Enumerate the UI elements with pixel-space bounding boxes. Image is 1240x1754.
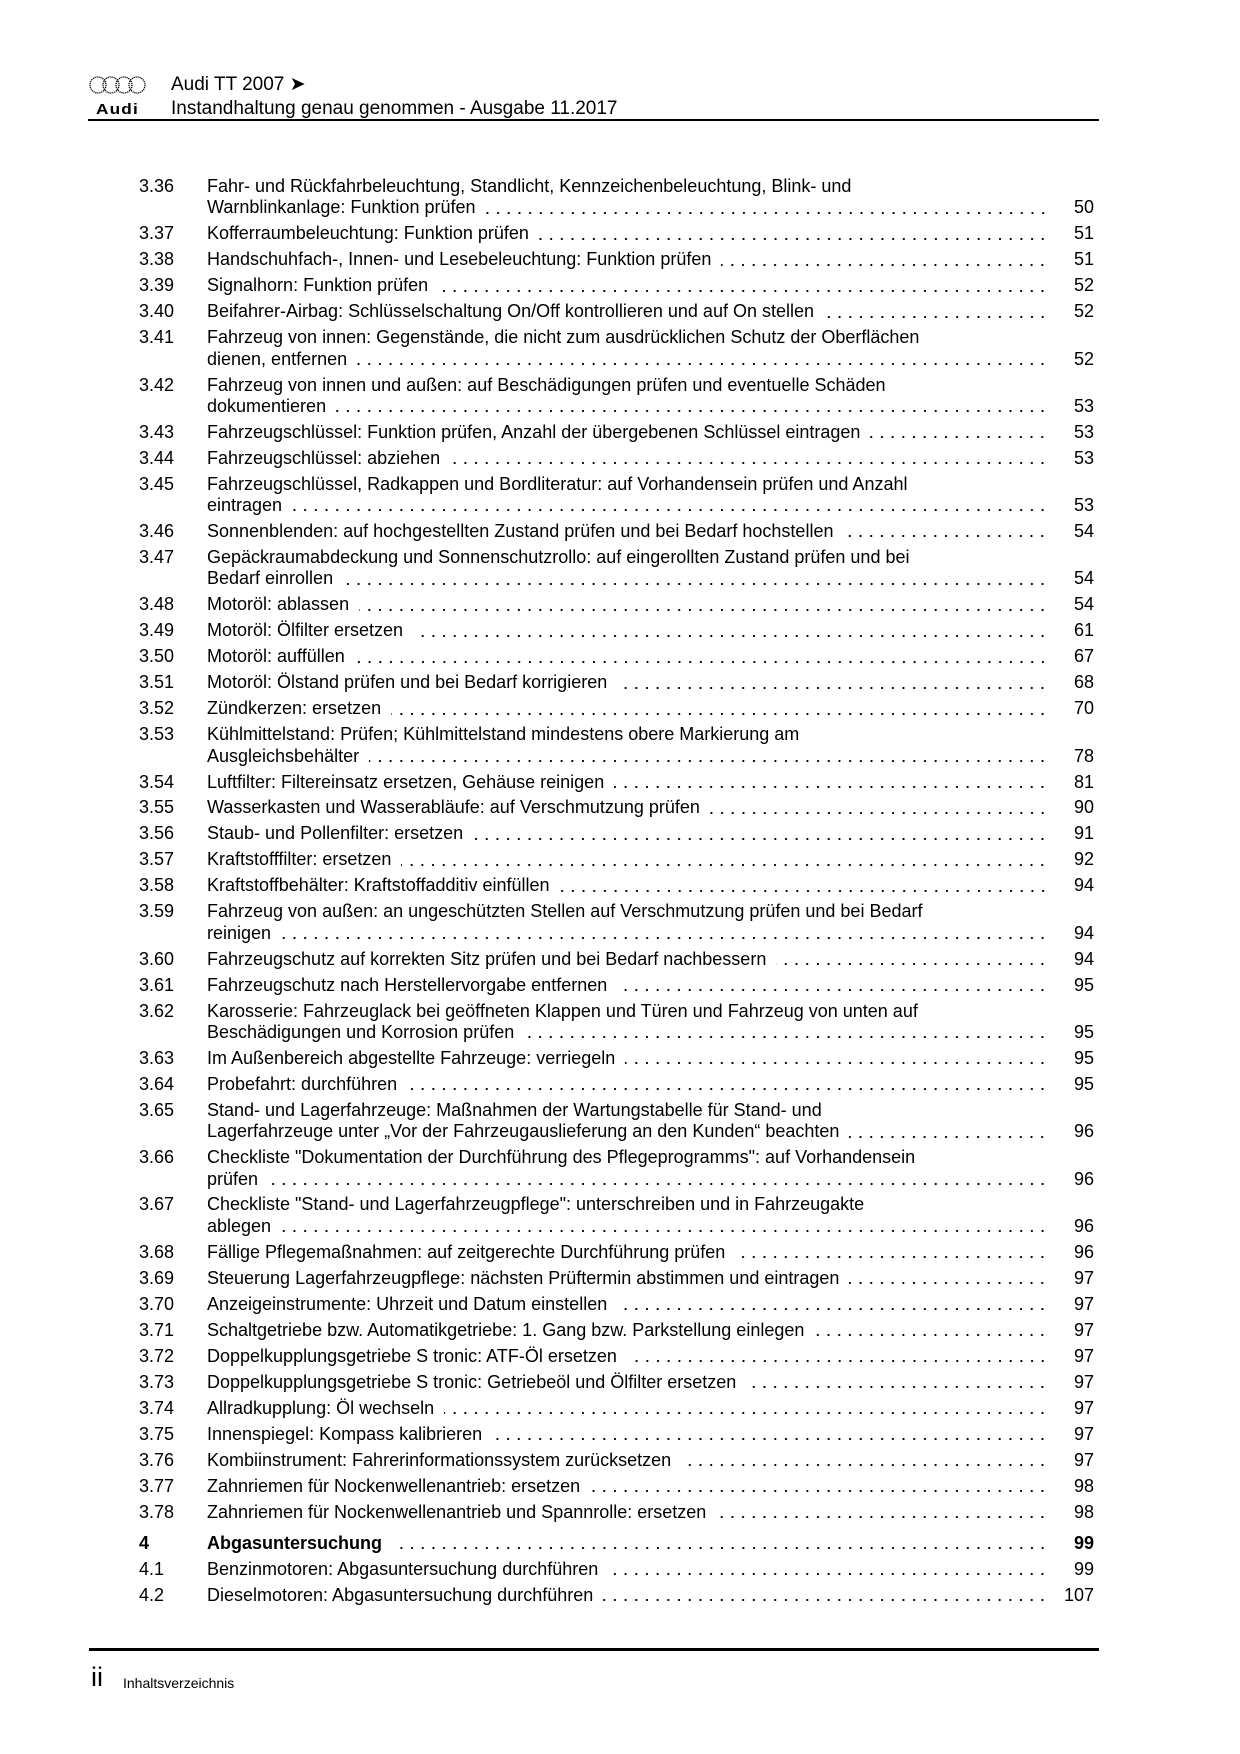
toc-entry-number: 3.74 [139,1397,175,1418]
page-number: ii [91,1662,103,1692]
toc-entry-number: 3.63 [139,1047,175,1068]
toc-entry-number: 3.41 [139,327,175,348]
toc-entry-title: Schaltgetriebe bzw. Automatikgetriebe: 1. Gang bzw. Parkstellung einlegen [207,1319,805,1340]
toc-entry-title: Kraftstofffilter: ersetzen [207,849,392,870]
toc-entry-number: 3.62 [139,1000,175,1021]
toc-entry-page: 51 [1073,223,1094,244]
dot-leader [870,427,1048,439]
toc-entry[interactable] [0,1585,1240,1606]
toc-entry-number: 3.58 [139,875,175,896]
dot-leader [486,203,1049,215]
toc-entry-title: Zahnriemen für Nockenwellenantrieb: ersetzen [207,1475,581,1496]
toc-entry-page: 78 [1073,745,1094,766]
toc-entry[interactable] [0,901,1240,944]
toc-entry-title: Luftfilter: Filtereinsatz ersetzen, Gehäuse reinigen [207,771,605,792]
toc-entry[interactable] [0,375,1240,418]
toc-entry[interactable] [0,797,1240,818]
dot-leader [292,500,1048,512]
toc-entry-page: 53 [1073,447,1094,468]
toc-entry-page: 54 [1073,568,1094,589]
dot-leader [746,1377,1048,1389]
toc-entry[interactable] [0,1346,1240,1367]
toc-entry-title: Fahrzeug von innen und außen: auf Beschädigungen prüfen und eventuelle Schäden [207,374,886,395]
dot-leader [392,1538,1048,1550]
toc-entry-number: 3.56 [139,823,175,844]
toc-entry[interactable] [0,1268,1240,1289]
toc-entry-title: Wasserkasten und Wasserabläufe: auf Verschmutzung prüfen [207,797,700,818]
toc-entry-title: Allradkupplung: Öl wechseln [207,1397,435,1418]
toc-entry[interactable] [0,521,1240,542]
toc-entry-number: 3.53 [139,724,175,745]
toc-entry-title: dienen, entfernen [207,348,348,369]
toc-entry-page: 96 [1073,1121,1094,1142]
toc-entry-title: Fällige Pflegemaßnahmen: auf zeitgerechte Durchführung prüfen [207,1241,726,1262]
toc-entry-title: Karosserie: Fahrzeuglack bei geöffneten Klappen und Türen und Fahrzeug von unten auf [207,1000,918,1021]
dot-leader [617,1299,1048,1311]
toc-entry-number: 3.42 [139,374,175,395]
dot-leader [444,1403,1048,1415]
toc-entry-page: 67 [1073,646,1094,667]
dot-leader [603,1590,1048,1602]
toc-entry-page: 70 [1073,698,1094,719]
dot-leader [614,777,1048,789]
toc-entry-title: Dieselmotoren: Abgasuntersuchung durchführen [207,1584,594,1605]
toc-entry-title: Ausgleichsbehälter [207,745,360,766]
toc-entry-number: 3.59 [139,901,175,922]
toc-entry-title: Probefahrt: durchführen [207,1073,398,1094]
toc-entry-page: 95 [1073,1073,1094,1094]
toc-entry[interactable] [0,772,1240,793]
toc-entry-title: Kombiinstrument: Fahrerinformationssystem zurücksetzen [207,1449,672,1470]
toc-entry[interactable] [0,1294,1240,1315]
toc-entry-number: 3.73 [139,1371,175,1392]
toc-entry-page: 54 [1073,594,1094,615]
toc-entry-number: 3.47 [139,547,175,568]
toc-entry-page: 97 [1073,1397,1094,1418]
toc-entry[interactable] [0,547,1240,590]
dot-leader [625,1053,1048,1065]
toc-entry-page: 98 [1073,1475,1094,1496]
toc-entry[interactable] [0,1476,1240,1497]
toc-entry[interactable] [0,823,1240,844]
toc-entry[interactable] [0,1147,1240,1190]
toc-entry-title: reinigen [207,922,272,943]
toc-entry-page: 90 [1073,797,1094,818]
audi-rings-logo [89,75,149,95]
dot-leader [590,1481,1048,1493]
toc-entry[interactable] [0,949,1240,970]
toc-entry-number: 3.72 [139,1345,175,1366]
toc-entry-title: Fahrzeugschlüssel: Funktion prüfen, Anzahl der übergebenen Schlüssel eintragen [207,421,861,442]
toc-entry-page: 53 [1073,421,1094,442]
toc-entry-page: 94 [1073,922,1094,943]
toc-entry-title: Anzeigeinstrumente: Uhrzeit und Datum einstellen [207,1293,608,1314]
toc-entry-title: Fahrzeugschutz nach Herstellervorgabe entfernen [207,974,608,995]
toc-entry-page: 98 [1073,1501,1094,1522]
toc-entry-title: Stand- und Lagerfahrzeuge: Maßnahmen der Wartungstabelle für Stand- und [207,1099,822,1120]
toc-entry-title: Checkliste "Dokumentation der Durchführung des Pflegeprogramms": auf Vorhandensein [207,1147,916,1168]
toc-entry-page: 68 [1073,672,1094,693]
toc-entry-title: Lagerfahrzeuge unter „Vor der Fahrzeugauslieferung an den Kunden“ beachten [207,1121,840,1142]
toc-entry-title: Kofferraumbeleuchtung: Funktion prüfen [207,223,529,244]
toc-entry-title: prüfen [207,1168,259,1189]
toc-entry-title: Motoröl: ablassen [207,594,350,615]
toc-entry-page: 94 [1073,948,1094,969]
dot-leader [560,881,1048,893]
dot-leader [627,1351,1048,1363]
audi-wordmark: Audi [96,101,139,118]
toc-entry-page: 52 [1073,275,1094,296]
toc-entry-title: Im Außenbereich abgestellte Fahrzeuge: verriegeln [207,1047,616,1068]
dot-leader [843,526,1048,538]
toc-entry[interactable] [0,594,1240,615]
dot-leader [357,354,1048,366]
toc-entry-number: 3.78 [139,1501,175,1522]
toc-entry-page: 97 [1073,1345,1094,1366]
toc-entry-title: Motoröl: Ölfilter ersetzen [207,620,404,641]
toc-entry-page: 52 [1073,301,1094,322]
toc-entry-number: 3.54 [139,771,175,792]
dot-leader [824,307,1048,319]
toc-entry-page: 96 [1073,1168,1094,1189]
toc-entry[interactable] [0,275,1240,296]
toc-entry[interactable] [0,249,1240,270]
toc-entry-title: eintragen [207,495,283,516]
toc-entry-number: 3.36 [139,176,175,196]
toc-entry-title: Benzinmotoren: Abgasuntersuchung durchführen [207,1558,599,1579]
toc-entry[interactable] [0,1048,1240,1069]
toc-entry-number: 3.45 [139,473,175,494]
toc-entry-page: 52 [1073,348,1094,369]
dot-leader [710,803,1048,815]
toc-entry-number: 3.68 [139,1241,175,1262]
toc-entry-page: 95 [1073,1047,1094,1068]
toc-entry-page: 94 [1073,875,1094,896]
toc-entry-number: 3.76 [139,1449,175,1470]
toc-entry-page: 96 [1073,1241,1094,1262]
dot-leader [539,229,1048,241]
toc-entry-page: 97 [1073,1371,1094,1392]
toc-entry-title: ablegen [207,1215,272,1236]
toc-entry-page: 97 [1073,1449,1094,1470]
toc-entry[interactable] [0,1242,1240,1263]
dot-leader [492,1429,1048,1441]
toc-entry-page: 92 [1073,849,1094,870]
toc-entry-title: Warnblinkanlage: Funktion prüfen [207,197,476,218]
toc-entry-title: Bedarf einrollen [207,568,334,589]
toc-entry[interactable] [0,327,1240,370]
dot-leader [776,954,1048,966]
toc-entry-number: 4.1 [139,1558,165,1579]
toc-entry-title: Steuerung Lagerfahrzeugpflege: nächsten Prüftermin abstimmen und eintragen [207,1267,840,1288]
toc-entry[interactable] [0,698,1240,719]
dot-leader [369,751,1048,763]
toc-entry[interactable] [0,1424,1240,1445]
toc-entry-title: Doppelkupplungsgetriebe S tronic: Getriebeöl und Ölfilter ersetzen [207,1371,737,1392]
toc-entry-page: 91 [1073,823,1094,844]
footer-section-title: Inhaltsverzeichnis [123,1675,235,1691]
toc-entry-number: 3.43 [139,421,175,442]
dot-leader [716,1507,1048,1519]
toc-entry[interactable] [0,1372,1240,1393]
toc-entry-title: Fahrzeugschlüssel, Radkappen und Bordliteratur: auf Vorhandensein prüfen und Anzahl [207,473,908,494]
dot-leader [413,626,1048,638]
toc-entry-page: 97 [1073,1423,1094,1444]
dot-leader [681,1455,1048,1467]
toc-entry[interactable] [0,1502,1240,1523]
toc-entry-title: Abgasuntersuchung [207,1532,383,1553]
dot-leader [735,1247,1048,1259]
toc-entry-number: 3.66 [139,1147,175,1168]
toc-entry[interactable] [0,1074,1240,1095]
toc-entry[interactable] [0,875,1240,896]
dot-leader [849,1273,1048,1285]
toc-entry[interactable] [0,1001,1240,1044]
toc-entry-page: 97 [1073,1319,1094,1340]
toc-entry-title: Innenspiegel: Kompass kalibrieren [207,1423,483,1444]
toc-entry[interactable] [0,1398,1240,1419]
document-subtitle: Instandhaltung genau genommen - Ausgabe 11.2017 [171,98,618,119]
footer-divider [89,1648,1099,1651]
dot-leader [336,401,1048,413]
toc-entry-title: Beschädigungen und Korrosion prüfen [207,1021,515,1042]
document-title: Audi TT 2007 ➤ [171,74,306,95]
toc-entry[interactable] [0,1450,1240,1471]
toc-entry-title: Zündkerzen: ersetzen [207,698,382,719]
toc-entry-number: 3.38 [139,249,175,270]
toc-entry[interactable] [0,620,1240,641]
toc-entry-number: 3.77 [139,1475,175,1496]
toc-entry-title: Handschuhfach-, Innen- und Lesebeleuchtung: Funktion prüfen [207,249,712,270]
toc-entry-page: 54 [1073,521,1094,542]
toc-entry-title: Fahrzeug von außen: an ungeschützten Stellen auf Verschmutzung prüfen und bei Bedarf [207,901,923,922]
toc-entry-number: 3.75 [139,1423,175,1444]
dot-leader [355,652,1048,664]
toc-entry[interactable] [0,223,1240,244]
toc-entry-number: 3.37 [139,223,175,244]
toc-entry[interactable] [0,1194,1240,1237]
toc-entry-page: 96 [1073,1215,1094,1236]
dot-leader [438,281,1048,293]
dot-leader [721,255,1048,267]
toc-entry-title: Motoröl: Ölstand prüfen und bei Bedarf korrigieren [207,672,608,693]
dot-leader [473,829,1048,841]
toc-entry-title: Fahrzeugschlüssel: abziehen [207,447,441,468]
dot-leader [268,1174,1048,1186]
toc-entry-page: 61 [1073,620,1094,641]
toc-entry-page: 107 [1063,1584,1094,1605]
toc-entry-title: Sonnenblenden: auf hochgestellten Zustand prüfen und bei Bedarf hochstellen [207,521,834,542]
toc-entry-title: Signalhorn: Funktion prüfen [207,275,429,296]
dot-leader [524,1027,1048,1039]
toc-entry-number: 3.71 [139,1319,175,1340]
toc-entry-number: 3.49 [139,620,175,641]
toc-entry[interactable] [0,1559,1240,1580]
toc-entry[interactable] [0,646,1240,667]
toc-entry-number: 3.40 [139,301,175,322]
toc-entry[interactable] [0,1320,1240,1341]
toc-entry-page: 53 [1073,395,1094,416]
dot-leader [450,453,1048,465]
toc-entry-title: Motoröl: auffüllen [207,646,345,667]
dot-leader [281,1221,1048,1233]
toc-entry-number: 3.69 [139,1267,175,1288]
dot-leader [617,980,1048,992]
toc-entry-title: dokumentieren [207,395,327,416]
toc-entry-page: 97 [1073,1293,1094,1314]
toc-entry-title: Fahrzeug von innen: Gegenstände, die nicht zum ausdrücklichen Schutz der Oberflächen [207,327,920,348]
dot-leader [359,600,1048,612]
toc-entry-title: Staub- und Pollenfilter: ersetzen [207,823,464,844]
toc-entry-number: 3.48 [139,594,175,615]
toc-entry-number: 3.67 [139,1194,175,1215]
toc-entry-title: Gepäckraumabdeckung und Sonnenschutzrollo: auf eingerollten Zustand prüfen und bei [207,547,910,568]
dot-leader [849,1127,1048,1139]
toc-entry-page: 51 [1073,249,1094,270]
toc-entry-page: 95 [1073,974,1094,995]
toc-entry-number: 3.39 [139,275,175,296]
dot-leader [407,1079,1048,1091]
toc-entry-number: 3.65 [139,1099,175,1120]
toc-entry-page: 81 [1073,771,1094,792]
toc-chapter-entry[interactable] [0,1533,1240,1554]
toc-entry-number: 3.44 [139,447,175,468]
toc-entry[interactable] [0,474,1240,517]
toc-entry-number: 3.60 [139,948,175,969]
toc-entry[interactable] [0,422,1240,443]
toc-entry-page: 50 [1073,197,1094,218]
toc-entry-number: 4 [139,1532,150,1553]
toc-entry-title: Fahr- und Rückfahrbeleuchtung, Standlicht, Kennzeichenbeleuchtung, Blink- und [207,176,852,196]
toc-entry-title: Doppelkupplungsgetriebe S tronic: ATF-Öl ersetzen [207,1345,617,1366]
toc-entry-title: Fahrzeugschutz auf korrekten Sitz prüfen und bei Bedarf nachbessern [207,948,767,969]
toc-entry-page: 53 [1073,495,1094,516]
toc-entry[interactable] [0,448,1240,469]
table-of-contents [0,176,1240,1606]
toc-entry[interactable] [0,1100,1240,1143]
toc-entry-number: 3.70 [139,1293,175,1314]
header-divider [88,119,1099,121]
dot-leader [608,1564,1048,1576]
toc-entry-number: 3.50 [139,646,175,667]
toc-entry[interactable] [0,849,1240,870]
toc-entry-page: 99 [1073,1558,1094,1579]
toc-entry-number: 3.61 [139,974,175,995]
toc-entry-number: 4.2 [139,1584,165,1605]
dot-leader [814,1325,1048,1337]
toc-entry-number: 3.52 [139,698,175,719]
toc-entry-title: Checkliste "Stand- und Lagerfahrzeugpflege": unterschreiben und in Fahrzeugakte [207,1194,865,1215]
toc-entry-page: 99 [1073,1532,1094,1553]
toc-entry[interactable] [0,975,1240,996]
dot-leader [401,855,1048,867]
toc-entry-title: Zahnriemen für Nockenwellenantrieb und Spannrolle: ersetzen [207,1501,707,1522]
toc-entry[interactable] [0,724,1240,767]
toc-entry-number: 3.55 [139,797,175,818]
toc-entry-page: 97 [1073,1267,1094,1288]
toc-entry-number: 3.57 [139,849,175,870]
toc-entry-number: 3.46 [139,521,175,542]
toc-entry-number: 3.64 [139,1073,175,1094]
toc-entry-page: 95 [1073,1021,1094,1042]
toc-entry-number: 3.51 [139,672,175,693]
dot-leader [617,678,1048,690]
toc-entry[interactable] [0,672,1240,693]
dot-leader [391,704,1048,716]
toc-entry[interactable] [0,176,1240,219]
toc-entry[interactable] [0,301,1240,322]
dot-leader [281,928,1048,940]
toc-entry-title: Kühlmittelstand: Prüfen; Kühlmittelstand mindestens obere Markierung am [207,724,800,745]
toc-entry-title: Beifahrer-Airbag: Schlüsselschaltung On/Off kontrollieren und auf On stellen [207,301,814,322]
toc-entry-title: Kraftstoffbehälter: Kraftstoffadditiv einfüllen [207,875,550,896]
dot-leader [343,574,1048,586]
